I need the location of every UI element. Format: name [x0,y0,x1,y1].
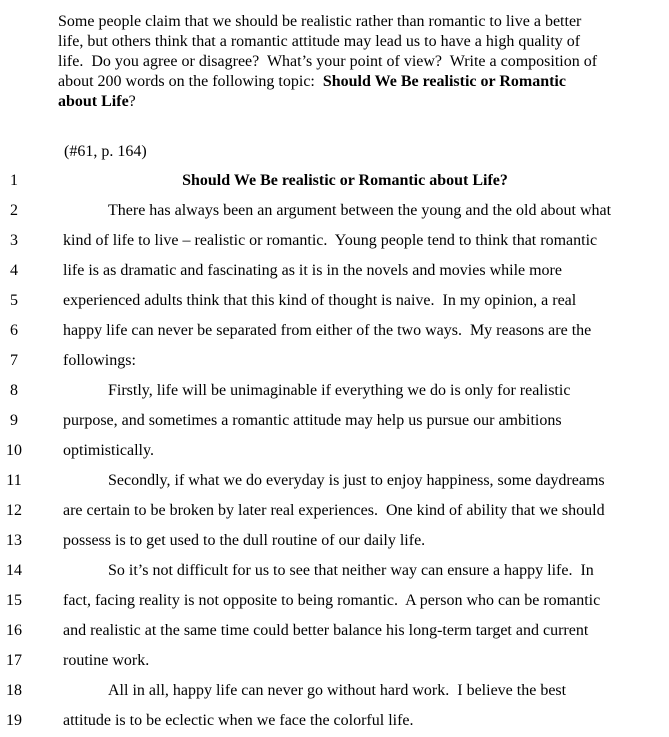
line-text: Secondly, if what we do everyday is just to enjoy happiness, some daydreams [108,472,605,489]
line-text: and realistic at the same time could better balance his long-term target and current [63,622,589,639]
line-number: 10 [6,442,22,459]
prompt-line-regular-text: about 200 words on the following topic: [58,73,323,90]
line-text: experienced adults think that this kind of thought is naive. In my opinion, a real [63,292,577,309]
prompt-line-regular-text: ? [128,93,136,110]
essay-line [0,436,669,466]
essay-line [0,526,669,556]
line-number: 6 [10,322,18,339]
prompt-line: life, but others think that a romantic attitude may lead us to have a high quality of [58,33,581,50]
essay-line [0,616,669,646]
line-number: 13 [6,532,22,549]
line-number: 19 [6,712,22,729]
essay-line [0,466,669,496]
line-text: happy life can never be separated from either of the two ways. My reasons are the [63,322,592,339]
essay-line [0,346,669,376]
line-number: 15 [6,592,22,609]
line-text: optimistically. [63,442,154,459]
line-text: kind of life to live – realistic or romantic. Young people tend to think that romantic [63,232,598,249]
essay-line [0,286,669,316]
line-number: 5 [10,292,18,309]
line-text: are certain to be broken by later real experiences. One kind of ability that we should [63,502,605,519]
essay-line [0,556,669,586]
line-number: 18 [6,682,22,699]
line-number: 12 [6,502,22,519]
line-text: purpose, and sometimes a romantic attitude may help us pursue our ambitions [63,412,562,429]
essay-line [0,376,669,406]
line-text: followings: [63,352,136,369]
essay-line [0,586,669,616]
line-text: So it’s not difficult for us to see that neither way can ensure a happy life. In [108,562,594,579]
prompt-line: Some people claim that we should be realistic rather than romantic to live a better [58,13,582,30]
line-text: Firstly, life will be unimaginable if everything we do is only for realistic [108,382,571,399]
line-number: 4 [10,262,18,279]
line-number: 14 [6,562,22,579]
line-number: 3 [10,232,18,249]
prompt-line [58,92,597,112]
line-text: fact, facing reality is not opposite to being romantic. A person who can be romantic [63,592,601,609]
essay-line [0,316,669,346]
prompt-line [58,72,597,92]
essay-body [0,166,669,736]
essay-title: Should We Be realistic or Romantic about Life? [182,172,508,189]
prompt-line: life. Do you agree or disagree? What’s your point of view? Write a composition of [58,53,598,70]
line-text: There has always been an argument between the young and the old about what [108,202,612,219]
line-number: 17 [6,652,22,669]
essay-line [0,226,669,256]
line-number: 9 [10,412,18,429]
essay-line [0,706,669,736]
line-text: attitude is to be eclectic when we face the colorful life. [63,712,414,729]
essay-line [0,496,669,526]
prompt-topic-bold-text: about Life [58,93,129,110]
essay-line [0,676,669,706]
reference-note: (#61, p. 164) [64,143,147,160]
line-number: 1 [10,172,18,189]
essay-line [0,646,669,676]
essay-line [0,406,669,436]
line-number: 11 [6,472,22,489]
essay-line [0,256,669,286]
line-number: 8 [10,382,18,399]
line-text: life is as dramatic and fascinating as it is in the novels and movies while more [63,262,562,279]
essay-line [0,196,669,226]
line-number: 7 [10,352,18,369]
line-text: routine work. [63,652,150,669]
line-text: All in all, happy life can never go without hard work. I believe the best [108,682,567,699]
essay-title-line [0,166,669,196]
line-text: possess is to get used to the dull routine of our daily life. [63,532,426,549]
prompt-paragraph [58,12,597,112]
line-number: 16 [6,622,22,639]
line-number: 2 [10,202,18,219]
prompt-topic-bold-text: Should We Be realistic or Romantic [322,73,566,90]
